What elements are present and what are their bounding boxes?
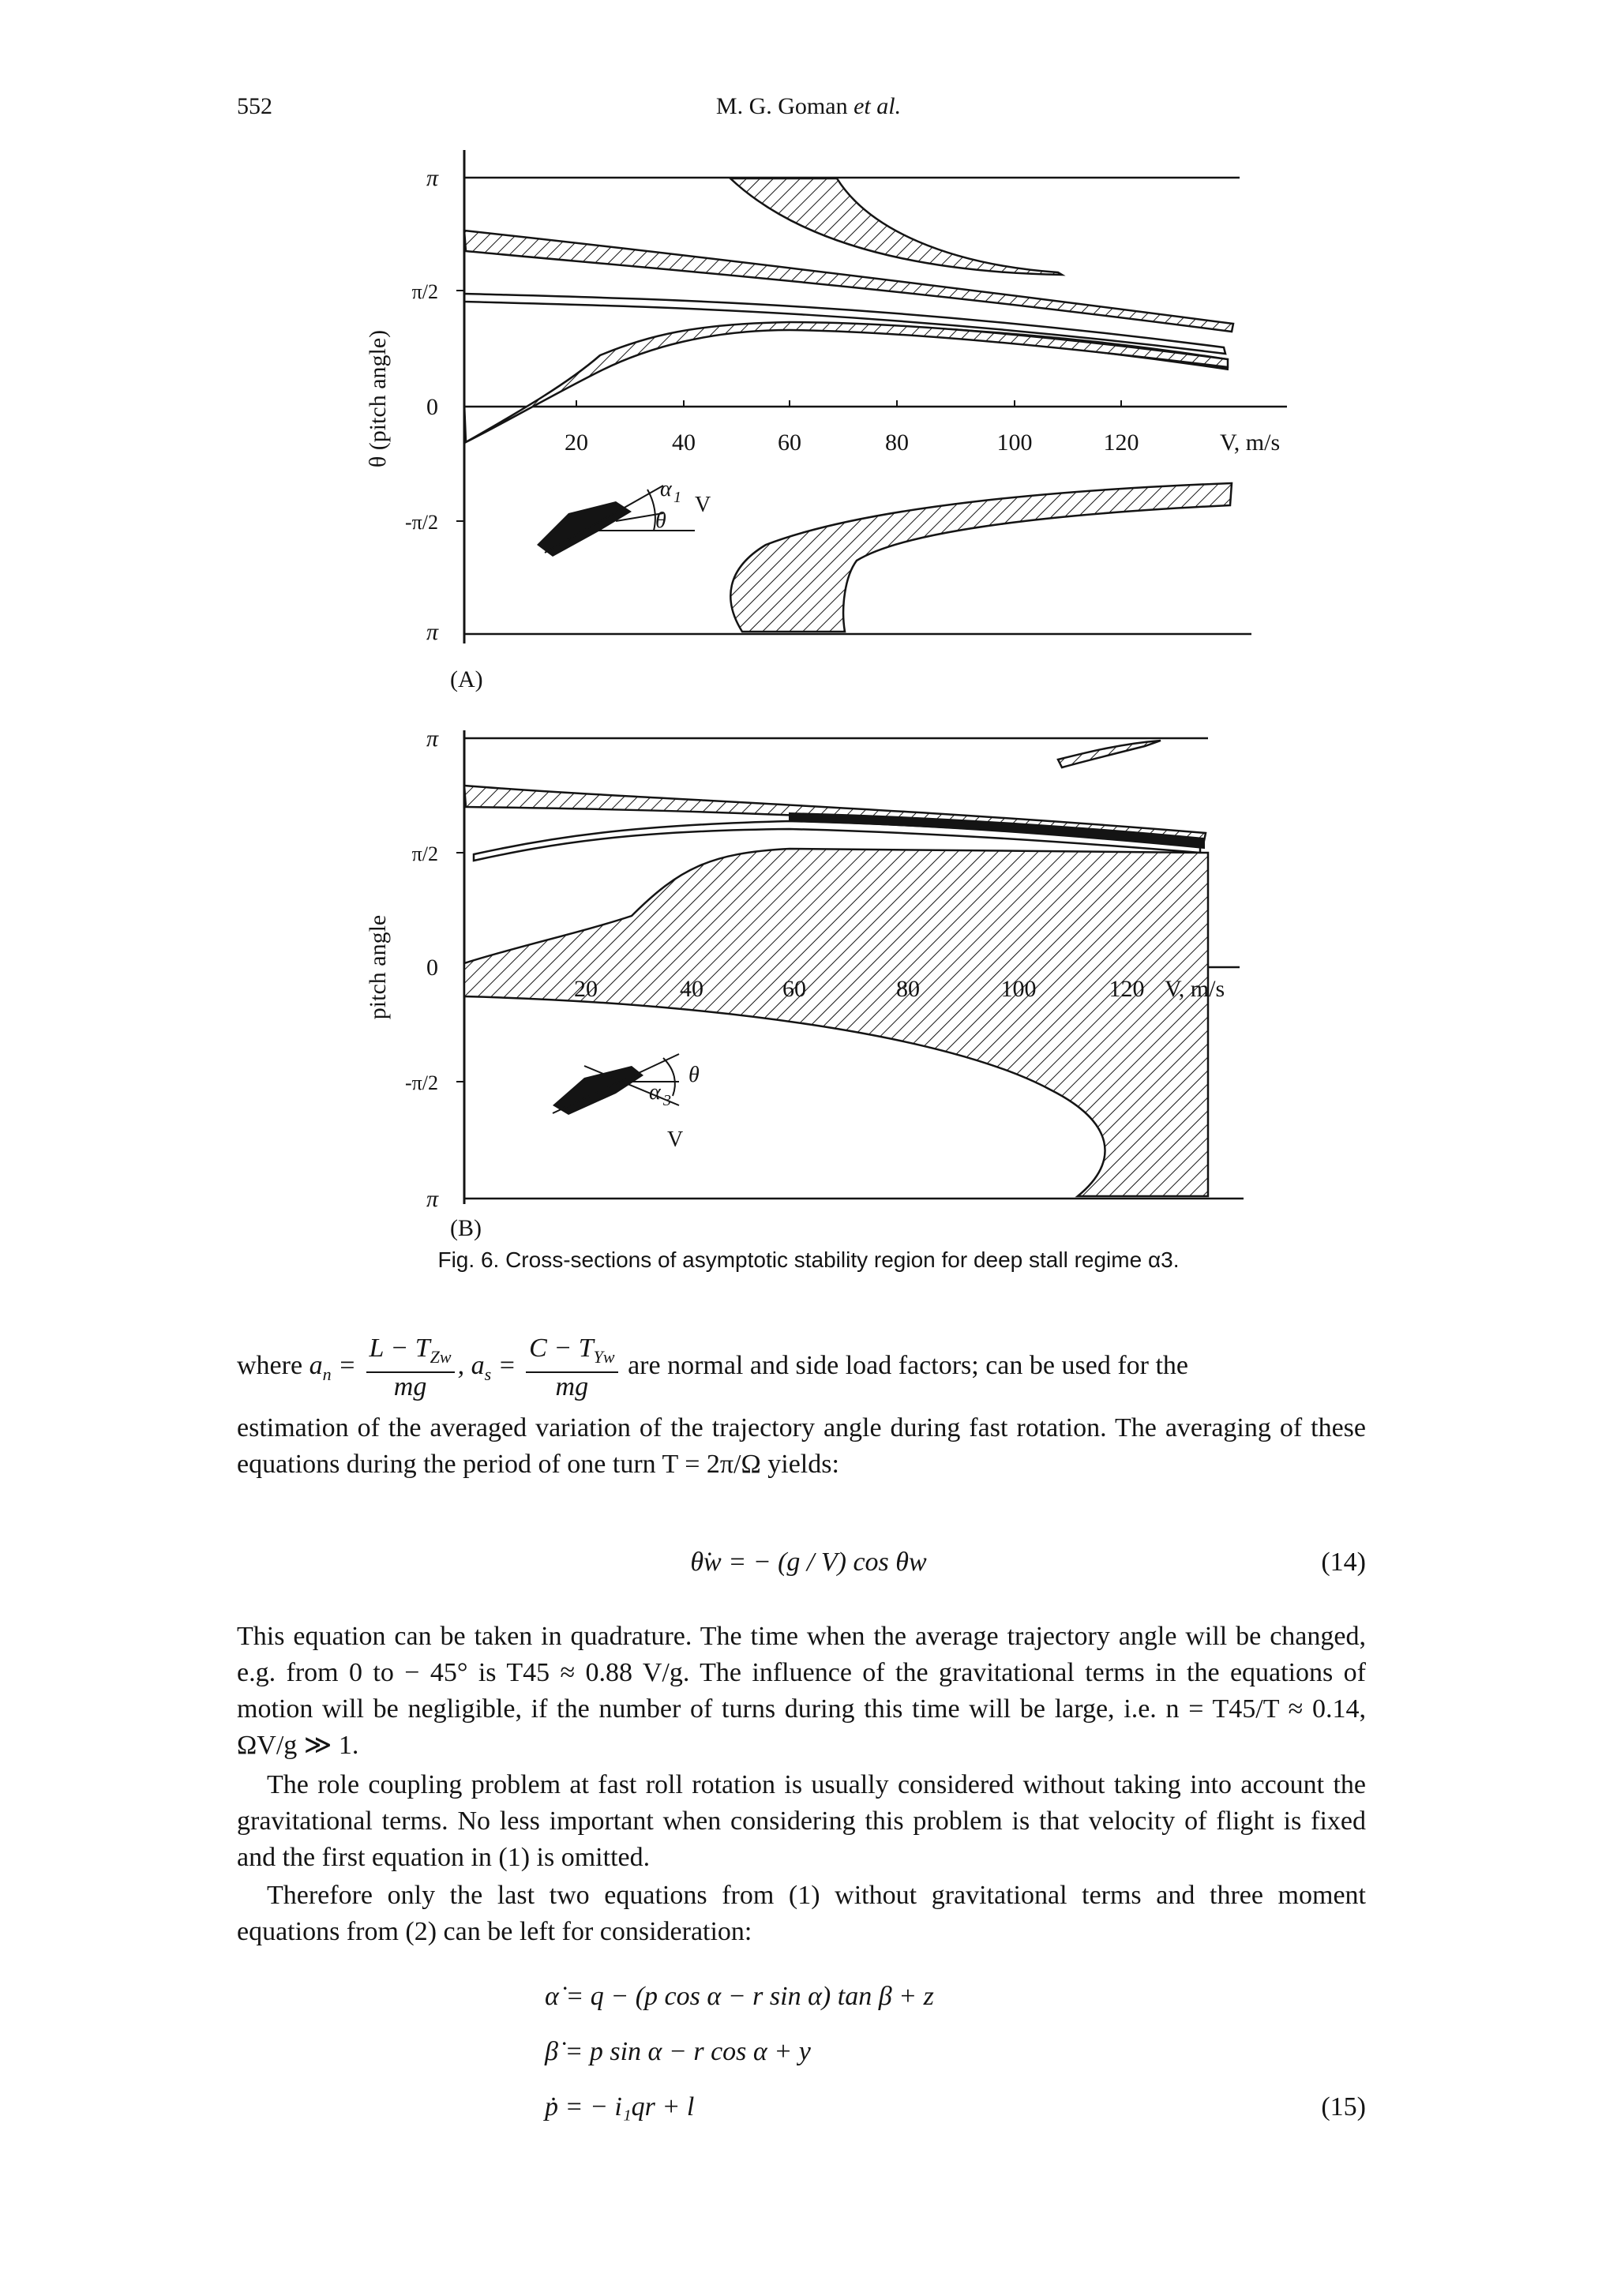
panel-a-hatched-region-bottom (730, 483, 1232, 632)
panel-a-xtick-120: 120 (1103, 430, 1139, 456)
panel-a-inset-theta: θ (655, 508, 666, 533)
figure-caption: Fig. 6. Cross-sections of asymptotic stability region for deep stall regime α3. (437, 1247, 1180, 1272)
panel-b-ytick-half-pi: π/2 (411, 842, 438, 865)
equation-15-line-2: β̇ = p sin α − r cos α + y (545, 2037, 811, 2066)
panel-b-xtick-120: 120 (1109, 976, 1145, 1002)
panel-b-xtick-60: 60 (782, 976, 806, 1002)
panel-b-xtick-20: 20 (574, 976, 598, 1002)
panel-a-label: (A) (450, 666, 483, 692)
panel-a-inset-alpha: α (660, 477, 672, 501)
eq-an-den: mg (393, 1371, 427, 1401)
eq-an-num-sub: Zw (430, 1346, 452, 1367)
load-factor-equation-line: where $a_n$ = $\frac{L - T_{Zw}}{mg}$ , $a_s$ = $\frac{C - T_{Yw}}{mg}$ are normal and side load factors; can be used for the (237, 1334, 1188, 1401)
panel-b-xtick-80: 80 (896, 976, 920, 1002)
panel-b-hatched-region-large (464, 849, 1208, 1196)
panel-b-ylabel: pitch angle (365, 914, 391, 1020)
eq-an-fraction (366, 1334, 455, 1401)
eq-an-lhs: a (309, 1351, 323, 1381)
paragraph-2: This equation can be taken in quadrature. The time when the average trajectory angle will be changed, e.g. from 0 to − 45° is T45 ≈ 0.88 V/g. The influence of the gravitational terms in the equations of motion will be negligible, if the number of turns during this time will be large, i.e. n = T45/T ≈ 0.14, ΩV/g ≫ 1. (237, 1622, 1366, 1760)
panel-b-ytick-pi-bottom: π (426, 1186, 438, 1212)
eq-an-num: L − T (369, 1334, 430, 1363)
panel-b-xtick-100: 100 (1000, 976, 1037, 1002)
panel-a-hatched-region-top (730, 178, 1062, 275)
panel-a-xtick-100: 100 (996, 430, 1033, 456)
panel-a-inset-alpha-sub: 1 (673, 489, 681, 506)
panel-b-x-unit: V, m/s (1165, 976, 1225, 1002)
panel-a-xtick-40: 40 (672, 430, 696, 456)
panel-b (365, 726, 1244, 1241)
page-number: 552 (237, 93, 272, 119)
panel-a-ytick-pi-bottom: π (426, 619, 438, 645)
paragraph-3: The role coupling problem at fast roll rotation is usually considered without taking into account the gravitational terms. No less important when considering this problem is that velocity of flight is fixed and the first equation in (1) is omitted. (237, 1770, 1366, 1872)
eq-as-num: C − T (529, 1334, 594, 1363)
panel-b-inset-alpha: α (649, 1080, 661, 1105)
panel-a-ytick-zero: 0 (426, 394, 438, 420)
equation-15-line-1: α̇ = q − (p cos α − r sin α) tan β + z (545, 1982, 934, 2011)
equation-15-label: (15) (1321, 2092, 1366, 2122)
panel-b-hatched-region-top (1058, 741, 1161, 767)
equation-15-line-3: ṗ = − i₁qr + l (545, 2092, 695, 2122)
eq-as-den: mg (555, 1371, 589, 1401)
panel-a-inset-labels (655, 477, 711, 533)
eq-an-sub: n (322, 1364, 332, 1384)
eq-as-num-sub: Yw (593, 1346, 615, 1367)
panel-b-label: (B) (450, 1215, 482, 1241)
panel-b-xtick-40: 40 (680, 976, 703, 1002)
panel-b-ytick-neg-half-pi: -π/2 (404, 1071, 438, 1094)
where-word: where (237, 1351, 303, 1381)
panel-a-xtick-80: 80 (885, 430, 909, 456)
panel-a-x-unit: V, m/s (1220, 430, 1281, 456)
running-head-etal: et al. (854, 93, 902, 119)
eq-as-lhs: a (471, 1351, 485, 1381)
panel-b-ytick-pi-top: π (426, 726, 438, 752)
eq-as-sub: s (484, 1364, 492, 1384)
panel-a-hatched-band-upper (464, 231, 1233, 332)
equation-14: θ̇w = − (g / V) cos θw (690, 1548, 927, 1577)
panel-a-ytick-pi-top: π (426, 165, 438, 191)
panel-a-inset-v: V (695, 493, 711, 517)
panel-b-inset-alpha-sub: 3 (663, 1092, 671, 1109)
panel-b-ytick-zero: 0 (426, 955, 438, 981)
panel-b-inset-theta: θ (688, 1063, 700, 1087)
equation-14-label: (14) (1321, 1548, 1366, 1577)
para1-rest: are normal and side load factors; can be used for the (628, 1351, 1188, 1381)
panel-a-ytick-half-pi: π/2 (411, 280, 438, 303)
panel-a-ytick-neg-half-pi: -π/2 (404, 511, 438, 534)
paragraph-1-continued: estimation of the averaged variation of the trajectory angle during fast rotation. The averaging of these equations during the period of one turn T = 2π/Ω yields: (237, 1413, 1366, 1479)
panel-b-inset-v: V (667, 1127, 684, 1152)
panel-a-xtick-20: 20 (565, 430, 588, 456)
panel-a-ylabel: θ (pitch angle) (365, 329, 391, 468)
panel-a-xtick-60: 60 (778, 430, 801, 456)
eq-as-fraction (526, 1334, 617, 1401)
paragraph-4: Therefore only the last two equations from (1) without gravitational terms and three moment equations from (2) can be left for consideration: (237, 1881, 1366, 1946)
panel-a (365, 150, 1287, 692)
running-head-authors: M. G. Goman (715, 93, 848, 119)
